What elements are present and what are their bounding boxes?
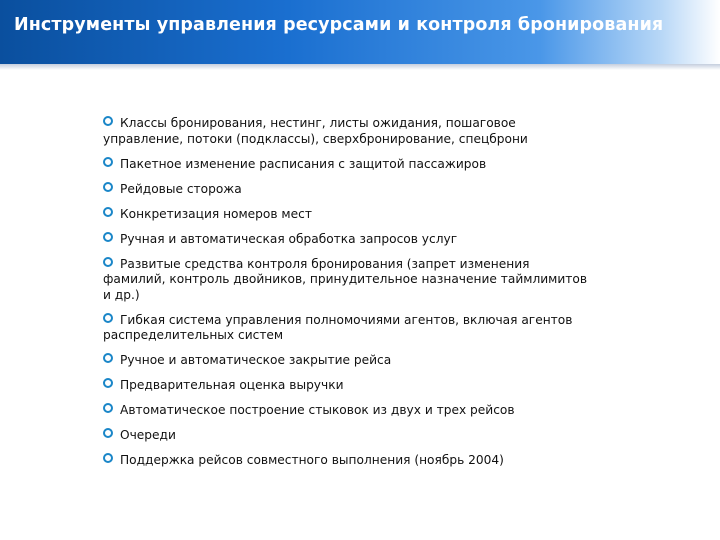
ring-bullet-icon	[103, 207, 113, 217]
list-item	[103, 353, 593, 369]
list-item-text: Конкретизация номеров мест	[120, 206, 312, 221]
list-item-text: Ручное и автоматическое закрытие рейса	[120, 353, 392, 367]
ring-bullet-icon	[103, 116, 113, 126]
list-item-text: Пакетное изменение расписания с защитой пассажиров	[120, 156, 487, 171]
ring-bullet-icon	[103, 353, 113, 363]
list-item	[103, 378, 593, 394]
ring-bullet-icon	[103, 232, 113, 242]
ring-bullet-icon	[103, 428, 113, 438]
list-item	[103, 157, 593, 173]
list-item	[103, 182, 593, 198]
ring-bullet-icon	[103, 378, 113, 388]
slide-title: Инструменты управления ресурсами и контроля бронирования	[14, 15, 664, 35]
ring-bullet-icon	[103, 453, 113, 463]
list-item-text: Классы бронирования, нестинг, листы ожидания, пошаговое управление, потоки (подклассы), сверхбронирование, спецброни	[103, 116, 528, 146]
list-item-text: Ручная и автоматическая обработка запросов услуг	[120, 231, 458, 246]
list-item	[103, 453, 593, 469]
ring-bullet-icon	[103, 182, 113, 192]
ring-bullet-icon	[103, 257, 113, 267]
list-item-text: Предварительная оценка выручки	[120, 378, 344, 392]
list-item-text: Развитые средства контроля бронирования (запрет изменения фамилий, контроль двойников, принудительное назначение таймлимитов и др.)	[103, 256, 588, 302]
ring-bullet-icon	[103, 157, 113, 167]
list-item	[103, 116, 593, 147]
list-item	[103, 403, 593, 419]
list-item	[103, 232, 593, 248]
list-item-text: Очереди	[120, 428, 176, 442]
list-item	[103, 428, 593, 444]
bullet-list	[103, 116, 593, 478]
ring-bullet-icon	[103, 313, 113, 323]
list-item-text: Поддержка рейсов совместного выполнения (ноябрь 2004)	[120, 453, 504, 467]
list-item-text: Рейдовые сторожа	[120, 181, 242, 196]
list-item	[103, 257, 593, 304]
list-item-text: Автоматическое построение стыковок из двух и трех рейсов	[120, 403, 515, 417]
ring-bullet-icon	[103, 403, 113, 413]
title-bar	[0, 0, 720, 64]
list-item	[103, 313, 593, 344]
list-item	[103, 207, 593, 223]
list-item-text: Гибкая система управления полномочиями агентов, включая агентов распределительных систем	[103, 312, 573, 342]
